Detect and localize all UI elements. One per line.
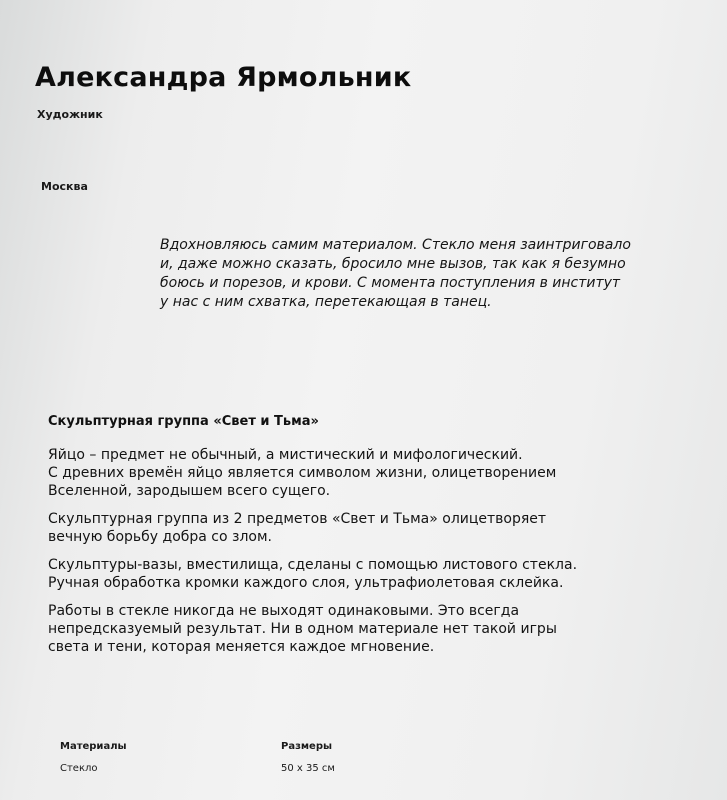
- description-line: Работы в стекле никогда не выходят одинаковыми. Это всегда: [48, 603, 520, 619]
- size-value: 50 x 35 см: [281, 763, 335, 774]
- quote-line: Вдохновляюсь самим материалом. Стекло меня заинтриговало: [160, 237, 631, 253]
- quote-line: боюсь и порезов, и крови. С момента поступления в институт: [160, 275, 621, 291]
- description-line: непредсказуемый результат. Ни в одном материале нет такой игры: [48, 621, 557, 637]
- description-line: С древних времён яйцо является символом жизни, олицетворением: [48, 465, 557, 481]
- description-line: Ручная обработка кромки каждого слоя, ультрафиолетовая склейка.: [48, 575, 564, 591]
- artist-role: Художник: [37, 108, 103, 121]
- description-line: Вселенной, зародышем всего сущего.: [48, 483, 331, 499]
- materials-label: Материалы: [60, 741, 127, 752]
- work-description: [48, 446, 668, 666]
- work-title: Скульптурная группа «Свет и Тьма»: [48, 414, 319, 429]
- artist-name: Александра Ярмольник: [35, 62, 412, 93]
- description-line: Яйцо – предмет не обычный, а мистический и мифологический.: [48, 447, 523, 463]
- description-paragraph: [48, 556, 668, 592]
- description-paragraph: [48, 510, 668, 546]
- description-paragraph: [48, 446, 668, 500]
- artist-city: Москва: [41, 180, 88, 193]
- description-paragraph: [48, 602, 668, 656]
- artist-quote: [160, 236, 700, 312]
- description-line: света и тени, которая меняется каждое мгновение.: [48, 639, 435, 655]
- description-line: Скульптуры-вазы, вместилища, сделаны с помощью листового стекла.: [48, 557, 578, 573]
- description-line: Скульптурная группа из 2 предметов «Свет и Тьма» олицетворяет: [48, 511, 547, 527]
- materials-value: Стекло: [60, 763, 98, 774]
- size-label: Размеры: [281, 741, 333, 752]
- quote-line: и, даже можно сказать, бросило мне вызов, так как я безумно: [160, 256, 626, 272]
- description-line: вечную борьбу добра со злом.: [48, 529, 272, 545]
- quote-line: у нас с ним схватка, перетекающая в танец.: [160, 294, 492, 310]
